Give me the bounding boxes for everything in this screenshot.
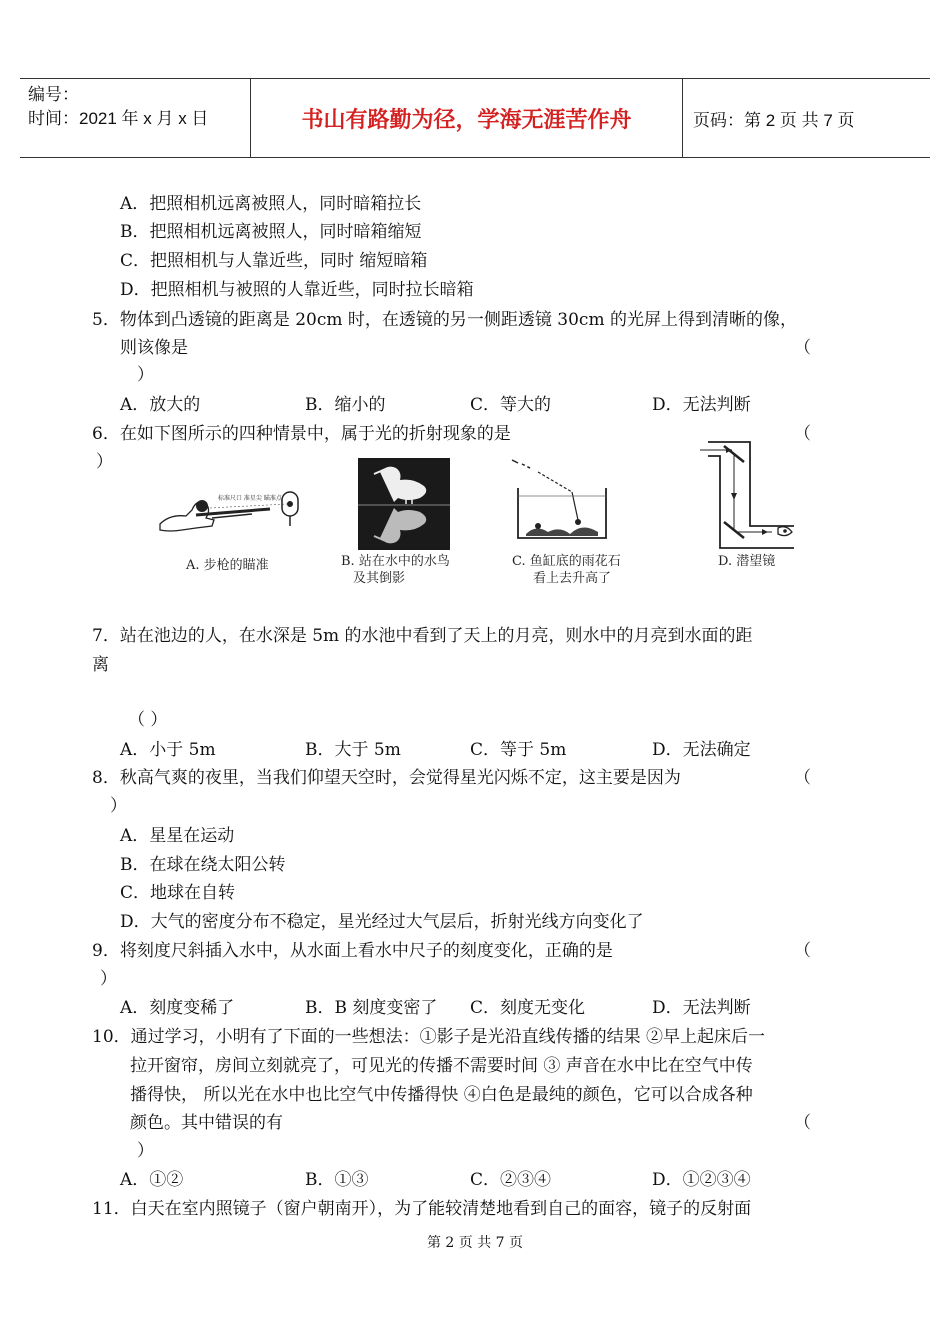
q5-stem: 5．物体到凸透镜的距离是 20cm 时，在透镜的另一侧距透镜 30cm 的光屏上得到清晰的像，: [92, 310, 797, 330]
q7-paren: （ ）: [128, 710, 168, 730]
q9-option-c: C．刻度无变化: [470, 998, 586, 1018]
q5-option-a: A．放大的: [120, 395, 201, 415]
q7-option-b: B．大于 5m: [305, 740, 401, 760]
q10-paren-open: （: [794, 1113, 811, 1133]
q8-option-a: A．星星在运动: [120, 826, 235, 846]
fish-tank-figure: [508, 454, 614, 546]
header-left-cell: [20, 79, 251, 157]
q5-paren-open: （: [794, 338, 811, 358]
q10-option-a: A．①②: [120, 1170, 184, 1190]
q9-paren-open: （: [794, 941, 811, 961]
q5-paren-close: ）: [137, 365, 154, 385]
figure-a-caption: A. 步枪的瞄准: [186, 558, 269, 573]
periscope-figure: [694, 438, 798, 550]
q8-option-c: C．地球在自转: [120, 883, 236, 903]
q10-stem-2: 拉开窗帘，房间立刻就亮了，可见光的传播不需要时间 ③ 声音在水中比在空气中传: [130, 1056, 753, 1076]
q7-stem: 7．站在池边的人，在水深是 5m 的水池中看到了天上的月亮，则水中的月亮到水面的距: [92, 626, 753, 646]
q8-option-b: B．在球在绕太阳公转: [120, 855, 286, 875]
figure-d-caption: D. 潜望镜: [718, 554, 776, 569]
q9-option-d: D．无法判断: [652, 998, 751, 1018]
q9-stem: 9．将刻度尺斜插入水中，从水面上看水中尺子的刻度变化，正确的是: [92, 941, 613, 961]
motto: 书山有路勤为径，学海无涯苦作舟: [251, 79, 683, 157]
date-label: 时间：2021 年 x 月 x 日: [28, 109, 209, 128]
q5-option-c: C．等大的: [470, 395, 552, 415]
q4-option-a: A．把照相机远离被照人，同时暗箱拉长: [120, 194, 422, 214]
q10-option-d: D．①②③④: [652, 1170, 751, 1190]
q6-stem: 6．在如下图所示的四种情景中，属于光的折射现象的是: [92, 424, 511, 444]
q8-option-d: D．大气的密度分布不稳定，星光经过大气层后，折射光线方向变化了: [120, 912, 644, 932]
page-header: [20, 78, 930, 158]
page-footer: 第 2 页 共 7 页: [426, 1235, 524, 1251]
q7-stem-2: 离: [92, 655, 109, 675]
q7-option-d: D．无法确定: [652, 740, 751, 760]
q11-stem: 11．白天在室内照镜子（窗户朝南开），为了能较清楚地看到自己的面容，镜子的反射面: [92, 1199, 752, 1219]
rifle-aiming-figure: [152, 478, 312, 548]
q10-paren-close: ）: [137, 1141, 154, 1161]
figure-c-caption-1: C. 鱼缸底的雨花石: [512, 554, 621, 569]
q7-option-c: C．等于 5m: [470, 740, 567, 760]
q7-option-a: A．小于 5m: [120, 740, 216, 760]
q10-stem-1: 10．通过学习，小明有了下面的一些想法：①影子是光沿直线传播的结果 ②早上起床后一: [92, 1027, 766, 1047]
q10-option-b: B．①③: [305, 1170, 369, 1190]
q10-option-c: C．②③④: [470, 1170, 552, 1190]
q8-paren-close: ）: [110, 796, 127, 816]
q10-stem-3: 播得快， 所以光在水中也比空气中传播得快 ④白色是最纯的颜色，它可以合成各种: [130, 1085, 753, 1105]
figure-b-caption-1: B. 站在水中的水鸟: [341, 554, 450, 569]
q4-option-b: B．把照相机远离被照人，同时暗箱缩短: [120, 222, 422, 242]
q9-paren-close: ）: [100, 969, 117, 989]
q9-option-a: A．刻度变稀了: [120, 998, 235, 1018]
q4-option-d: D．把照相机与被照的人靠近些，同时拉长暗箱: [120, 280, 474, 300]
figure-b-caption-2: 及其倒影: [353, 571, 406, 586]
q6-paren-close: ）: [96, 452, 113, 472]
figure-c-caption-2: 看上去升高了: [533, 571, 612, 586]
q5-option-d: D．无法判断: [652, 395, 751, 415]
q5-stem-2: 则该像是: [120, 338, 188, 358]
number-label: 编号：: [28, 85, 79, 104]
q8-stem: 8．秋高气爽的夜里，当我们仰望天空时，会觉得星光闪烁不定，这主要是因为: [92, 768, 681, 788]
rifle-figure-label: 标准尺口 准星尖 瞄准点: [218, 495, 282, 502]
q8-paren-open: （: [794, 768, 811, 788]
q4-option-c: C．把照相机与人靠近些，同时 缩短暗箱: [120, 251, 428, 271]
page-indicator: 页码：第 2 页 共 7 页: [693, 110, 855, 130]
q10-stem-4: 颜色。其中错误的有: [130, 1113, 283, 1133]
water-bird-figure: [358, 458, 450, 550]
q6-paren-open: （: [794, 424, 811, 444]
q9-option-b: B．B 刻度变密了: [305, 998, 438, 1018]
q5-option-b: B．缩小的: [305, 395, 386, 415]
